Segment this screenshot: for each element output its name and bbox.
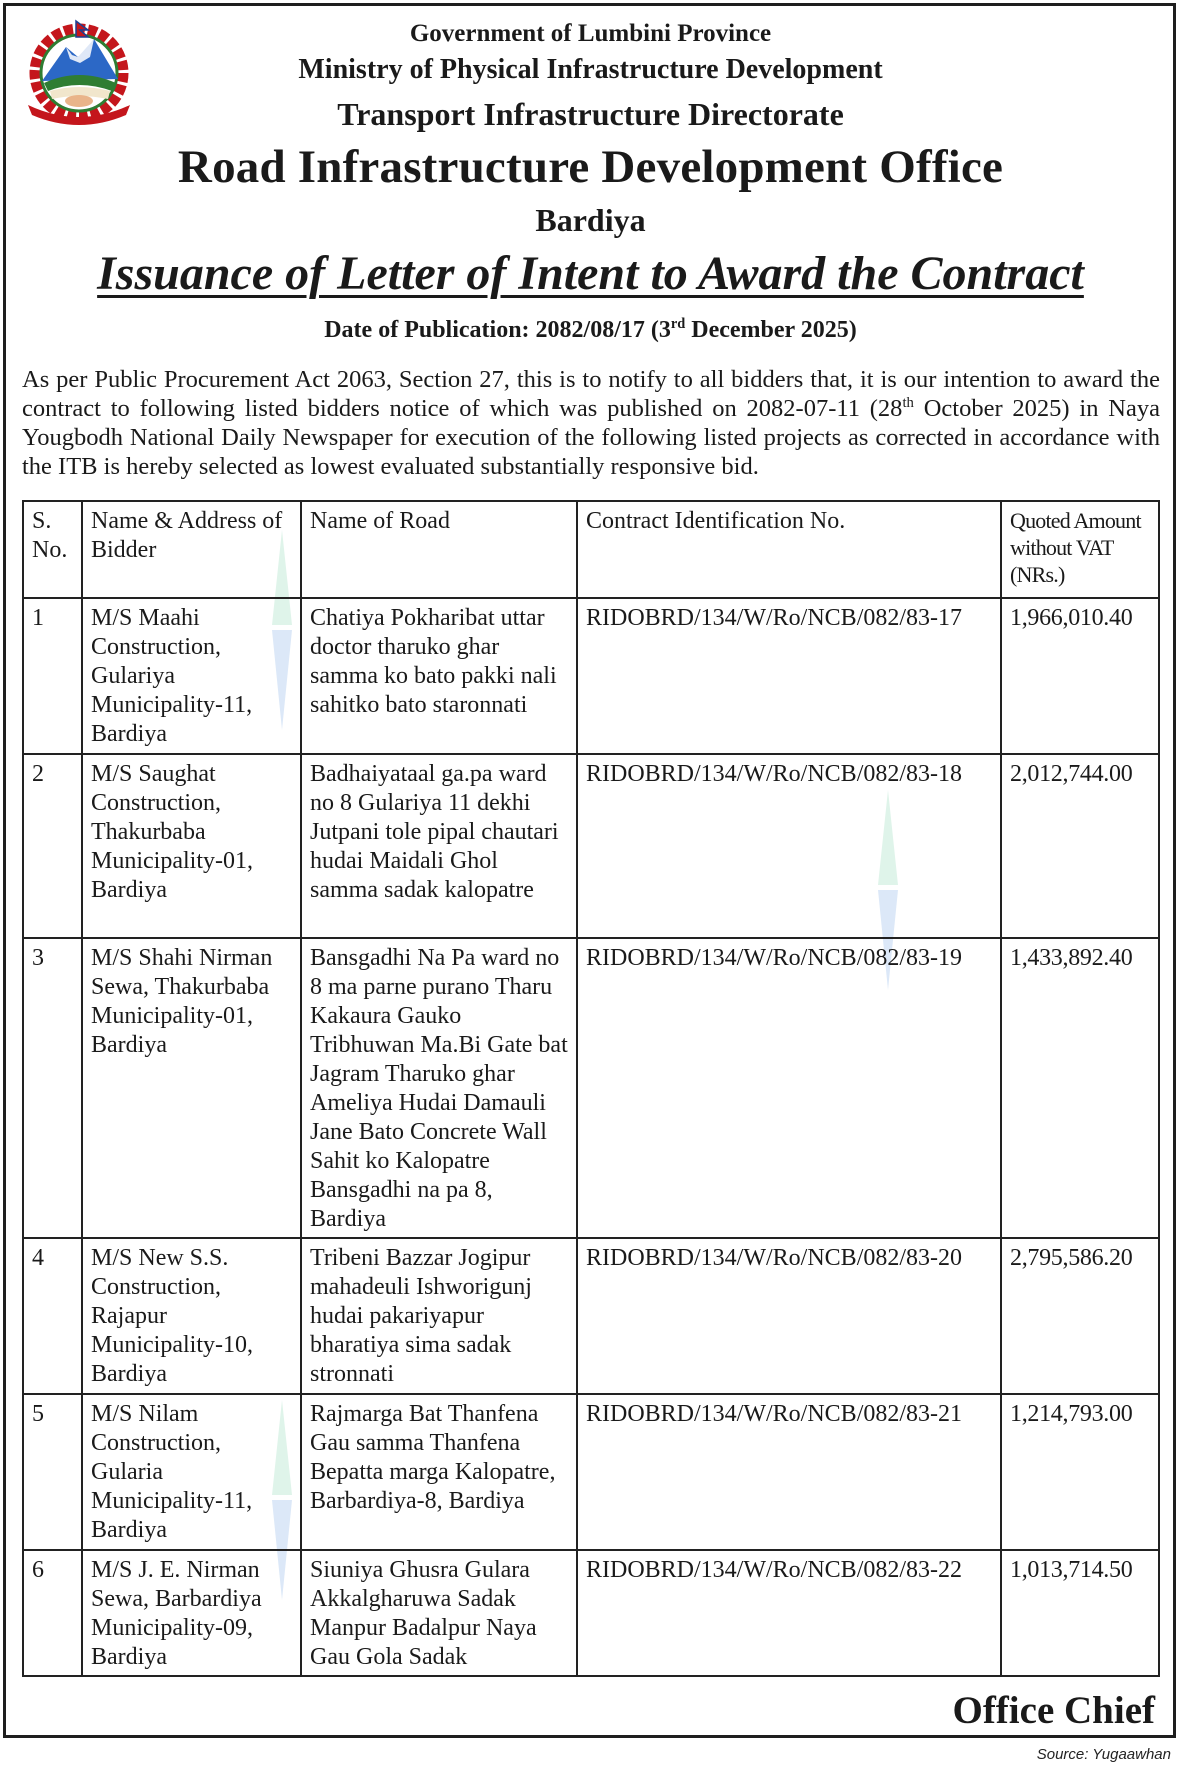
- header-contract-id: Contract Identification No.: [577, 501, 1001, 598]
- cell-amount: 2,795,586.20: [1001, 1238, 1159, 1394]
- cell-contract-id: RIDOBRD/134/W/Ro/NCB/082/83-19: [577, 938, 1001, 1238]
- district-name: Bardiya: [535, 202, 646, 238]
- intro-text-2: October 2025) in Naya Yougbodh National Daily Newspaper for execution of the following listed projects as corrected in accordance with the ITB is hereby selected as lowest evaluated substantially responsive bid.: [22, 395, 1160, 480]
- cell-bidder: M/S Saughat Construction, Thakurbaba Municipality-01, Bardiya: [82, 754, 301, 938]
- cell-road: Chatiya Pokharibat uttar doctor tharuko ghar samma ko bato pakki nali sahitko bato staronnati: [301, 598, 577, 754]
- cell-contract-id: RIDOBRD/134/W/Ro/NCB/082/83-22: [577, 1550, 1001, 1676]
- cell-bidder: M/S J. E. Nirman Sewa, Barbardiya Municipality-09, Bardiya: [82, 1550, 301, 1676]
- cell-amount: 2,012,744.00: [1001, 754, 1159, 938]
- intro-text-1: As per Public Procurement Act 2063, Section 27, this is to notify to all bidders that, it is our intention to award the contract to following listed bidders notice of which was published on 2082-07-11 (28: [22, 366, 1160, 422]
- intro-paragraph: [22, 365, 1160, 481]
- publication-date-label: Date of Publication: 2082/08/17 (3: [324, 317, 671, 343]
- cell-sno: 3: [23, 938, 82, 1238]
- header-sno: S. No.: [23, 501, 82, 598]
- cell-amount: 1,214,793.00: [1001, 1394, 1159, 1550]
- government-line: Government of Lumbini Province: [409, 20, 772, 47]
- cell-sno: 5: [23, 1394, 82, 1550]
- table-header-row: [23, 501, 1159, 598]
- header-amount: Quoted Amount without VAT (NRs.): [1001, 501, 1159, 598]
- cell-amount: 1,433,892.40: [1001, 938, 1159, 1238]
- cell-sno: 2: [23, 754, 82, 938]
- cell-sno: 6: [23, 1550, 82, 1676]
- intro-sup: th: [902, 394, 914, 411]
- cell-sno: 1: [23, 598, 82, 754]
- table-row: [23, 1394, 1159, 1550]
- cell-bidder: M/S Maahi Construction, Gulariya Municipality-11, Bardiya: [82, 598, 301, 754]
- cell-bidder: M/S Shahi Nirman Sewa, Thakurbaba Municipality-01, Bardiya: [82, 938, 301, 1238]
- table-row: [23, 1238, 1159, 1394]
- source-credit: Source: Yugaawhan: [1036, 1746, 1171, 1763]
- cell-contract-id: RIDOBRD/134/W/Ro/NCB/082/83-21: [577, 1394, 1001, 1550]
- cell-bidder: M/S New S.S. Construction, Rajapur Municipality-10, Bardiya: [82, 1238, 301, 1394]
- table-row: [23, 938, 1159, 1238]
- cell-road: Badhaiyataal ga.pa ward no 8 Gulariya 11 dekhi Jutpani tole pipal chautari hudai Maidali Ghol samma sadak kalopatre: [301, 754, 577, 938]
- cell-contract-id: RIDOBRD/134/W/Ro/NCB/082/83-20: [577, 1238, 1001, 1394]
- publication-date: [0, 317, 1181, 344]
- notice-title: [0, 246, 1181, 301]
- cell-road: Siuniya Ghusra Gulara Akkalgharuwa Sadak Manpur Badalpur Naya Gau Gola Sadak: [301, 1550, 577, 1676]
- cell-sno: 4: [23, 1238, 82, 1394]
- signatory-title: Office Chief: [952, 1689, 1155, 1732]
- cell-amount: 1,013,714.50: [1001, 1550, 1159, 1676]
- directorate-line: Transport Infrastructure Directorate: [337, 96, 844, 132]
- award-table: [22, 500, 1160, 1677]
- publication-date-rest: December 2025): [685, 317, 857, 343]
- table-row: [23, 598, 1159, 754]
- cell-bidder: M/S Nilam Construction, Gularia Municipality-11, Bardiya: [82, 1394, 301, 1550]
- publication-date-sup: rd: [670, 316, 686, 332]
- cell-contract-id: RIDOBRD/134/W/Ro/NCB/082/83-17: [577, 598, 1001, 754]
- office-name: Road Infrastructure Development Office: [177, 141, 1004, 193]
- header-road: Name of Road: [301, 501, 577, 598]
- ministry-line: Ministry of Physical Infrastructure Development: [298, 54, 883, 85]
- cell-amount: 1,966,010.40: [1001, 598, 1159, 754]
- table-row: [23, 754, 1159, 938]
- header-bidder: Name & Address of Bidder: [82, 501, 301, 598]
- table-row: [23, 1550, 1159, 1676]
- notice-title-text: Issuance of Letter of Intent to Award the Contract: [97, 247, 1084, 300]
- cell-road: Rajmarga Bat Thanfena Gau samma Thanfena Bepatta marga Kalopatre, Barbardiya-8, Bardiya: [301, 1394, 577, 1550]
- cell-road: Tribeni Bazzar Jogipur mahadeuli Ishworigunj hudai pakariyapur bharatiya sima sadak stronnati: [301, 1238, 577, 1394]
- cell-road: Bansgadhi Na Pa ward no 8 ma parne purano Tharu Kakaura Gauko Tribhuwan Ma.Bi Gate bat Jagram Tharuko ghar Ameliya Hudai Damauli Jane Bato Concrete Wall Sahit ko Kalopatre Bansgadhi na pa 8, Bardiya: [301, 938, 577, 1238]
- cell-contract-id: RIDOBRD/134/W/Ro/NCB/082/83-18: [577, 754, 1001, 938]
